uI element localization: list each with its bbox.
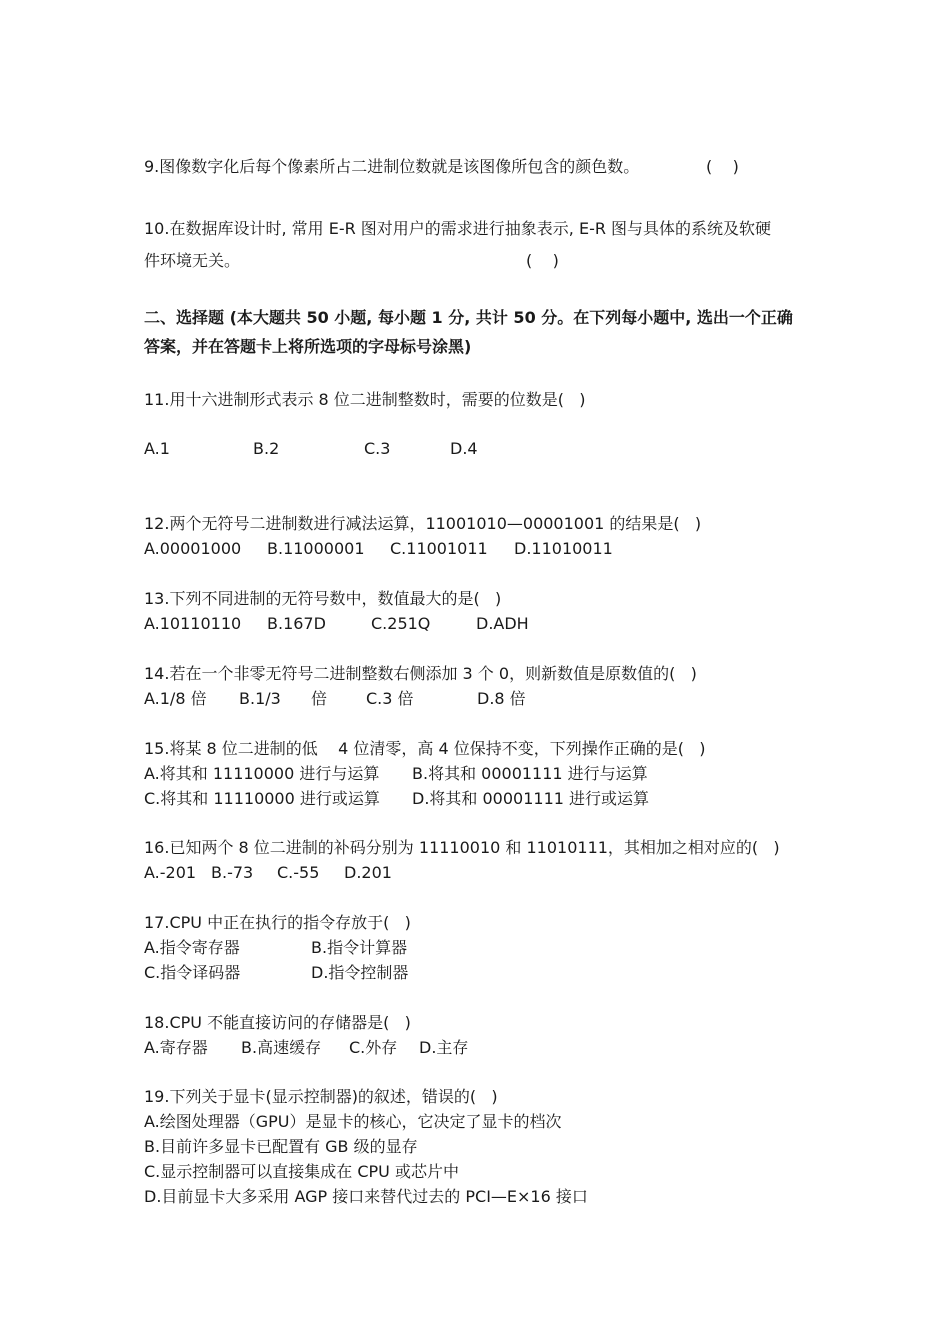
option-d: D.ADH bbox=[476, 614, 529, 633]
question-stem: 12.两个无符号二进制数进行减法运算，11001010—00001001 的结果是( ) bbox=[144, 514, 702, 533]
section-heading-line1: 二、选择题 (本大题共 50 小题, 每小题 1 分, 共计 50 分。在下列每小题中, 选出一个正确 bbox=[144, 308, 793, 327]
option-d: D.将其和 00001111 进行或运算 bbox=[412, 789, 650, 808]
option-b: B.-73 bbox=[211, 863, 254, 882]
question-stem: 16.已知两个 8 位二进制的补码分别为 11110010 和 11010111，其相加之相对应的( ) bbox=[144, 838, 780, 857]
question-stem: 11.用十六进制形式表示 8 位二进制整数时，需要的位数是( ) bbox=[144, 390, 586, 409]
option-a: A.1/8 倍 bbox=[144, 689, 207, 708]
option-c: C.指令译码器 bbox=[144, 963, 241, 982]
option-b: B.高速缓存 bbox=[241, 1038, 322, 1057]
option-a: A.00001000 bbox=[144, 539, 242, 558]
option-a: A.将其和 11110000 进行与运算 bbox=[144, 764, 380, 783]
option-b: B.1/3 bbox=[239, 689, 281, 708]
option-b: B.2 bbox=[253, 439, 280, 458]
option-a: A.10110110 bbox=[144, 614, 242, 633]
question-stem: 14.若在一个非零无符号二进制整数右侧添加 3 个 0，则新数值是原数值的( ) bbox=[144, 664, 697, 683]
option-c: C.外存 bbox=[349, 1038, 398, 1057]
option-d: D.8 倍 bbox=[477, 689, 526, 708]
option-c: C.3 bbox=[364, 439, 391, 458]
q9-answer-blank: ( ) bbox=[706, 157, 739, 176]
option-c: C.-55 bbox=[277, 863, 320, 882]
q10-answer-blank: ( ) bbox=[526, 251, 559, 270]
option-b: B.167D bbox=[267, 614, 326, 633]
question-stem: 19.下列关于显卡(显示控制器)的叙述，错误的( ) bbox=[144, 1087, 498, 1106]
option-c: C.将其和 11110000 进行或运算 bbox=[144, 789, 380, 808]
option-d: D.目前显卡大多采用 AGP 接口来替代过去的 PCI—E×16 接口 bbox=[144, 1187, 588, 1206]
option-d: D.201 bbox=[344, 863, 392, 882]
option-b: B.目前许多显卡已配置有 GB 级的显存 bbox=[144, 1137, 418, 1156]
option-c: C.11001011 bbox=[390, 539, 488, 558]
q10-text-line2: 件环境无关。 bbox=[144, 251, 241, 270]
question-stem: 13.下列不同进制的无符号数中，数值最大的是( ) bbox=[144, 589, 502, 608]
option-b: B.11000001 bbox=[267, 539, 365, 558]
option-d: D.指令控制器 bbox=[311, 963, 409, 982]
option-b: B.将其和 00001111 进行与运算 bbox=[412, 764, 648, 783]
option-a: A.绘图处理器（GPU）是显卡的核心，它决定了显卡的档次 bbox=[144, 1112, 562, 1131]
option-b: B.指令计算器 bbox=[311, 938, 408, 957]
question-stem: 18.CPU 不能直接访问的存储器是( ) bbox=[144, 1013, 411, 1032]
option-d: D.11010011 bbox=[514, 539, 613, 558]
option-c: C.251Q bbox=[371, 614, 431, 633]
question-stem: 17.CPU 中正在执行的指令存放于( ) bbox=[144, 913, 411, 932]
section-heading-line2: 答案，并在答题卡上将所选项的字母标号涂黑) bbox=[144, 337, 472, 356]
option-a: A.1 bbox=[144, 439, 170, 458]
q9-text: 9.图像数字化后每个像素所占二进制位数就是该图像所包含的颜色数。 bbox=[144, 157, 640, 176]
option-b-suffix: 倍 bbox=[311, 689, 328, 708]
q10-text-line1: 10.在数据库设计时, 常用 E-R 图对用户的需求进行抽象表示, E-R 图与具体的系统及软硬 bbox=[144, 219, 772, 238]
question-stem: 15.将某 8 位二进制的低 4 位清零，高 4 位保持不变，下列操作正确的是( ) bbox=[144, 739, 706, 758]
option-d: D.主存 bbox=[419, 1038, 469, 1057]
option-c: C.显示控制器可以直接集成在 CPU 或芯片中 bbox=[144, 1162, 459, 1181]
option-a: A.-201 bbox=[144, 863, 197, 882]
option-a: A.寄存器 bbox=[144, 1038, 208, 1057]
option-d: D.4 bbox=[450, 439, 478, 458]
option-c: C.3 倍 bbox=[366, 689, 414, 708]
option-a: A.指令寄存器 bbox=[144, 938, 240, 957]
